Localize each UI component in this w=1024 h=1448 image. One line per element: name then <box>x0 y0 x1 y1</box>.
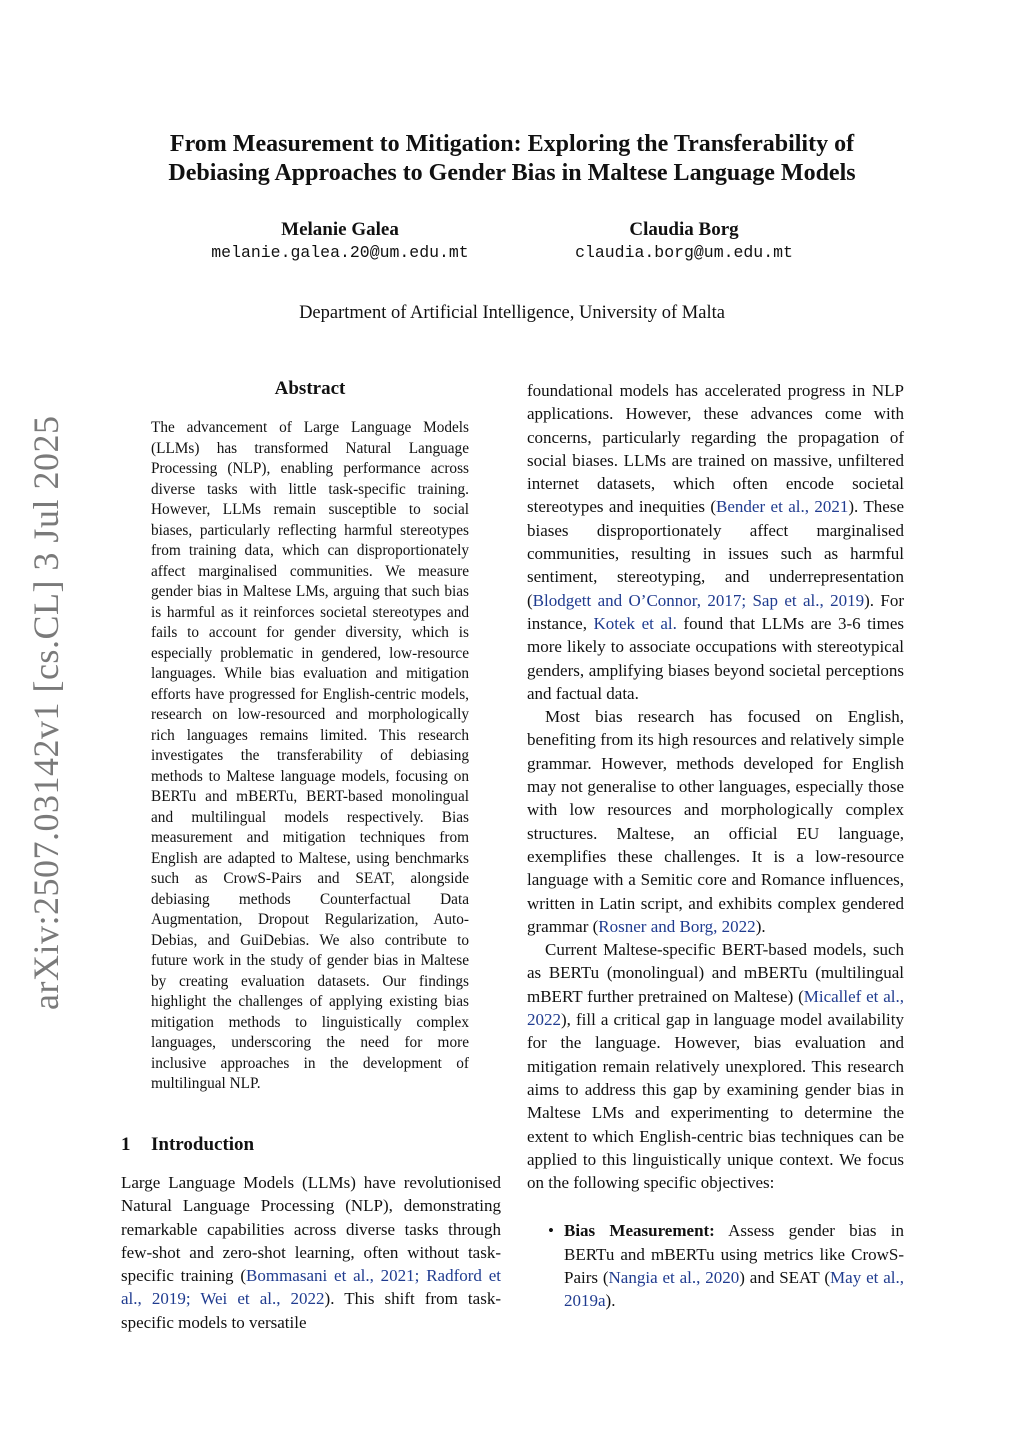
citation-link[interactable]: Bender et al., 2021 <box>716 497 849 517</box>
objective-label: Bias Measurement: <box>564 1221 715 1241</box>
body-text: ). <box>755 916 766 936</box>
citation-link[interactable]: Nangia et al., 2020 <box>608 1267 740 1287</box>
section-heading-introduction <box>121 1134 254 1156</box>
title-line-2: Debiasing Approaches to Gender Bias in Maltese Language Models <box>168 160 856 186</box>
author-2 <box>514 218 854 265</box>
body-text: ). These biases disproportionately affect marginalised communities, resulting in issues such as harmful sentiment, stereotyping, and underrepresentation ( <box>527 497 904 610</box>
intro-paragraph-2 <box>527 705 904 938</box>
affiliation: Department of Artificial Intelligence, University of Malta <box>299 303 725 323</box>
body-text: Assess gender bias in BERTu and mBERTu using metrics like CrowS-Pairs ( <box>564 1221 904 1287</box>
body-text: ). <box>605 1291 616 1311</box>
intro-paragraph-1-start <box>121 1171 501 1334</box>
author-email[interactable]: claudia.borg@um.edu.mt <box>575 243 793 262</box>
body-text: ), fill a critical gap in language model availability for the language. However, bias evaluation and mitigation remain relatively unexplored. This research aims to address this gap by examining gender bias in Maltese LMs and experimenting to determine the extent to which English-centric bias techniques can be applied to this linguistically unique context. We focus on the following specific objectives: <box>527 1010 904 1193</box>
abstract-heading: Abstract <box>274 378 346 399</box>
objectives-list <box>527 1219 904 1312</box>
body-text: found that LLMs are 3-6 times more likely to associate occupations with stereotypical genders, amplifying biases beyond societal perceptions and factual data. <box>527 613 904 703</box>
author-email[interactable]: melanie.galea.20@um.edu.mt <box>211 243 469 262</box>
bullet-icon: • <box>548 1221 554 1241</box>
body-text: foundational models has accelerated progress in NLP applications. However, these advances come with concerns, particularly regarding the propagation of social biases. LLMs are trained on massive, unfiltered internet datasets, which often encode societal stereotypes and inequities ( <box>527 381 904 517</box>
author-name: Melanie Galea <box>281 219 399 240</box>
citation-link[interactable]: Blodgett and O’Connor, 2017; Sap et al., 2019 <box>532 590 865 610</box>
title-line-1: From Measurement to Mitigation: Exploring the Transferability of <box>169 131 855 157</box>
body-text: ). This shift from task-specific models to versatile <box>121 1289 501 1332</box>
citation-link[interactable]: Kotek et al. <box>593 613 677 633</box>
section-title: Introduction <box>151 1134 255 1155</box>
intro-paragraph-3 <box>527 938 904 1194</box>
author-name: Claudia Borg <box>629 219 739 240</box>
author-1 <box>170 218 510 265</box>
citation-link[interactable]: Rosner and Borg, 2022 <box>598 916 756 936</box>
citation-link[interactable]: May et al., 2019a <box>564 1267 904 1311</box>
body-text: Current Maltese-specific BERT-based models, such as BERTu (monolingual) and mBERTu (multilingual mBERT further pretrained on Maltese) ( <box>527 940 904 1006</box>
body-text: ) and SEAT ( <box>739 1267 831 1287</box>
body-text: Large Language Models (LLMs) have revolutionised Natural Language Processing (NLP), demonstrating remarkable capabilities across diverse tasks through few-shot and zero-shot learning, often without task-specific training ( <box>121 1173 501 1286</box>
arxiv-identifier: arXiv:2507.03142v1 [cs.CL] 3 Jul 2025 <box>26 415 66 1010</box>
section-number: 1 <box>121 1134 131 1155</box>
paper-title <box>120 130 904 188</box>
intro-paragraph-1-cont <box>527 379 904 705</box>
citation-link[interactable]: Micallef et al., 2022 <box>527 986 904 1030</box>
list-item <box>527 1219 904 1312</box>
citation-link[interactable]: Bommasani et al., 2021; Radford et al., 2019; Wei et al., 2022 <box>121 1266 501 1309</box>
abstract-text: The advancement of Large Language Models (LLMs) has transformed Natural Language Processing (NLP), enabling performance across diverse tasks with little task-specific training. However, LLMs remain susceptible to social biases, particularly reflecting harmful stereotypes from training data, which can disproportionately affect marginalised communities. We measure gender bias in Maltese LMs, arguing that such bias is harmful as it reinforces societal stereotypes and fails to account for gender diversity, which is especially problematic in gendered, low-resource languages. While bias evaluation and mitigation efforts have progressed for English-centric models, research on low-resourced and morphologically rich languages remains limited. This research investigates the transferability of debiasing methods to Maltese language models, focusing on BERTu and mBERTu, BERT-based monolingual and multilingual models respectively. Bias measurement and mitigation techniques from English are adapted to Maltese, using benchmarks such as CrowS-Pairs and SEAT, alongside debiasing methods Counterfactual Data Augmentation, Dropout Regularization, Auto-Debias, and GuiDebias. We also contribute to future work in the study of gender bias in Maltese by creating evaluation datasets. Our findings highlight the challenges of applying existing bias mitigation methods to linguistically complex languages, underscoring the need for more inclusive approaches in the development of multilingual NLP. <box>151 419 469 1092</box>
right-column <box>527 379 904 1313</box>
body-text: Most bias research has focused on English, benefiting from its high resources and relatively simple grammar. However, methods developed for English may not generalise to other languages, especially those with low resources and morphologically complex structures. Maltese, an official EU language, exemplifies these challenges. It is a low-resource language with a Semitic core and Romance influences, written in Latin script, and exhibits complex gendered grammar ( <box>527 707 904 936</box>
body-text: ). For instance, <box>527 590 905 633</box>
